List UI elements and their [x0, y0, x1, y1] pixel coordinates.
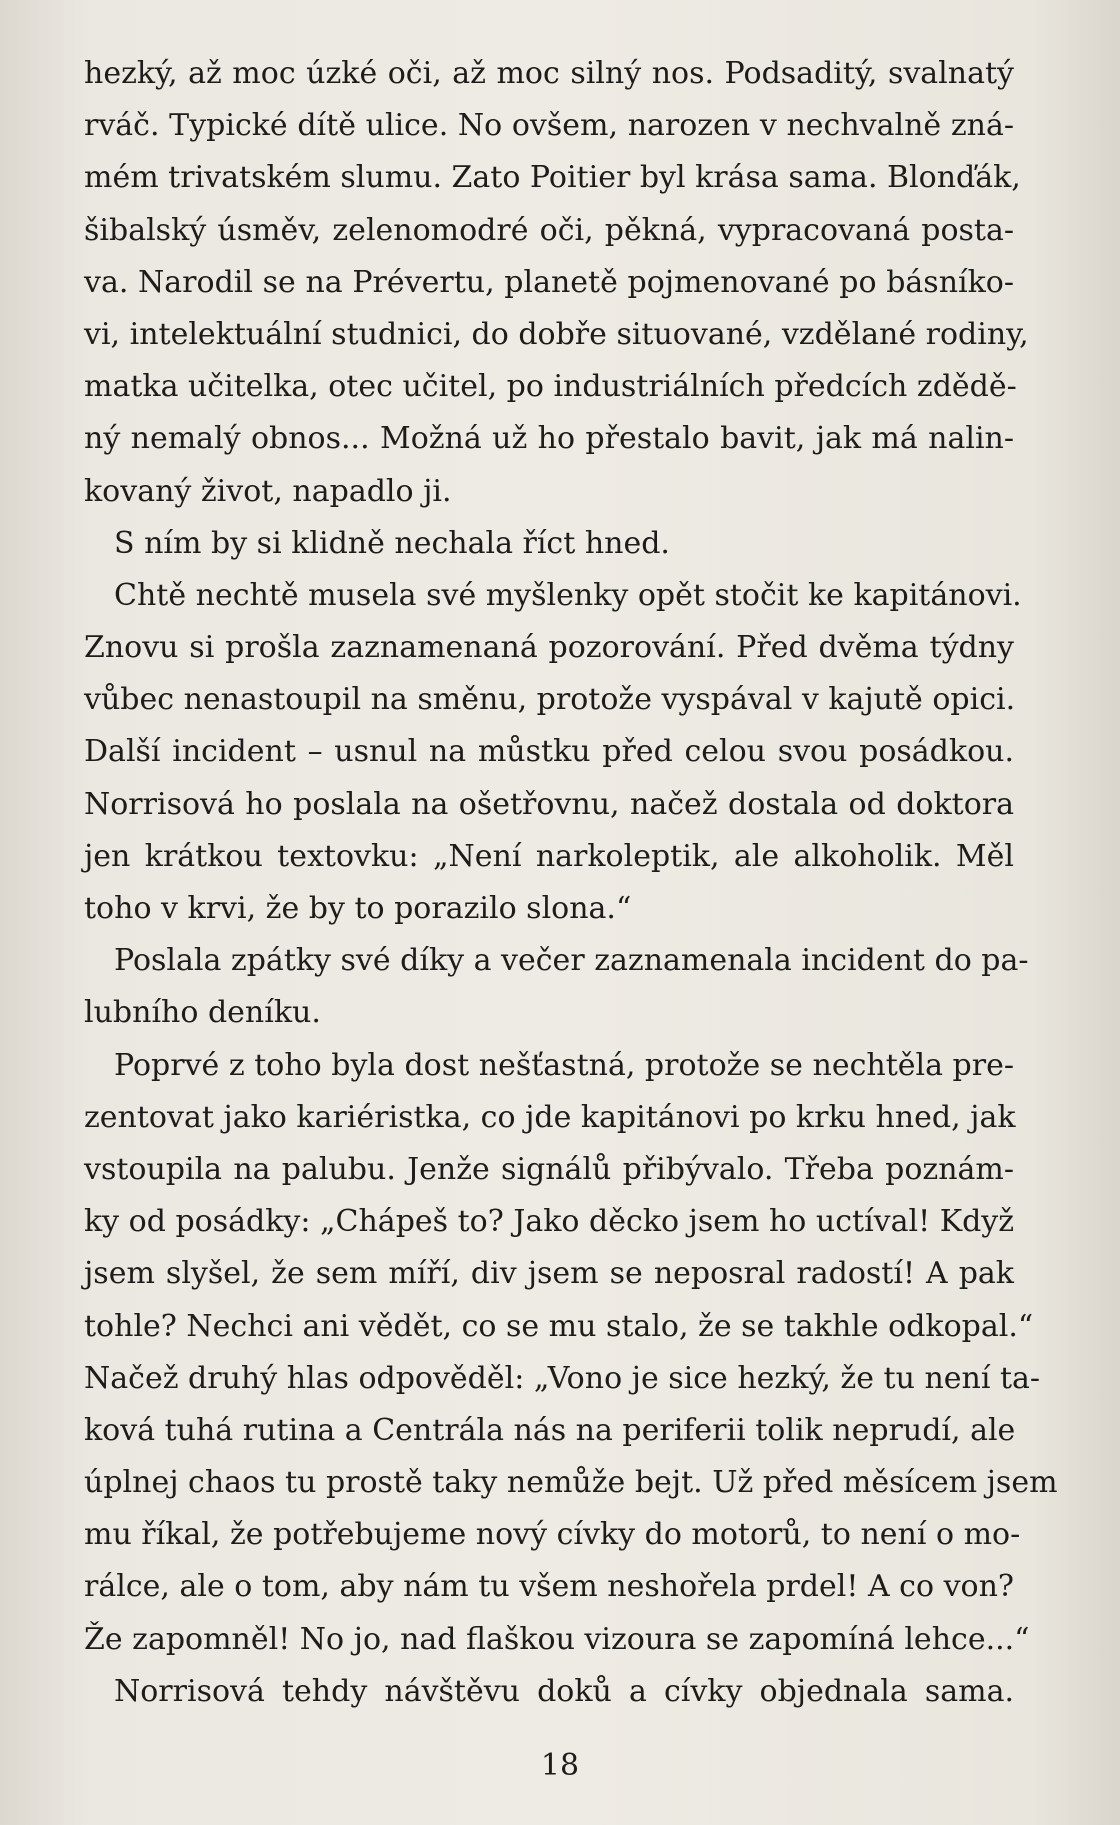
text-line: jen krátkou textovku: „Není narkoleptik, ale alkoholik. Měl — [84, 838, 1014, 874]
text-line: ky od posádky: „Chápeš to? Jako děcko jsem ho uctíval! Když — [84, 1204, 1015, 1240]
body-text — [84, 48, 1058, 1718]
text-line: tohle? Nechci ani vědět, co se mu stalo, že se takhle odkopal.“ — [84, 1308, 1034, 1344]
text-line: matka učitelka, otec učitel, po industriálních předcích zdědě- — [84, 369, 1017, 405]
text-line: rálce, ale o tom, aby nám tu všem neshořela prdel! A co von? — [84, 1569, 1014, 1605]
text-line: Další incident – usnul na můstku před celou svou posádkou. — [84, 734, 1014, 770]
text-line: ný nemalý obnos... Možná už ho přestalo bavit, jak má nalin- — [84, 421, 1014, 457]
text-line: vůbec nenastoupil na směnu, protože vyspával v kajutě opici. — [84, 682, 1016, 718]
text-line: Načež druhý hlas odpověděl: „Vono je sice hezký, že tu není ta- — [84, 1360, 1041, 1396]
text-line: mém trivatském slumu. Zato Poitier byl krása sama. Blonďák, — [84, 160, 1021, 196]
page-number: 18 — [540, 1748, 580, 1783]
text-line: vstoupila na palubu. Jenže signálů přibývalo. Třeba poznám- — [84, 1151, 1014, 1187]
text-line: va. Narodil se na Prévertu, planetě pojmenované po básníko- — [84, 264, 1014, 300]
text-line: Norrisová ho poslala na ošetřovnu, načež dostala od doktora — [84, 786, 1014, 822]
text-line: Že zapomněl! No jo, nad flaškou vizoura se zapomíná lehce...“ — [84, 1621, 1030, 1657]
paragraph-start-line: S ním by si klidně nechala říct hned. — [114, 525, 670, 561]
text-line: kovaný život, napadlo ji. — [84, 473, 452, 509]
paragraph-start-line: Chtě nechtě musela své myšlenky opět stočit ke kapitánovi. — [114, 577, 1022, 613]
text-line: rváč. Typické dítě ulice. No ovšem, narozen v nechvalně zná- — [84, 108, 1014, 144]
text-line: lubního deníku. — [84, 995, 321, 1031]
text-line: vi, intelektuální studnici, do dobře situované, vzdělané rodiny, — [84, 316, 1029, 352]
text-line: jsem slyšel, že sem míří, div jsem se neposral radostí! A pak — [84, 1256, 1014, 1292]
text-line: toho v krvi, že by to porazilo slona.“ — [84, 891, 632, 926]
text-line: zentovat jako kariéristka, co jde kapitánovi po krku hned, jak — [84, 1099, 1016, 1135]
text-line: ková tuhá rutina a Centrála nás na periferii tolik neprudí, ale — [84, 1412, 1016, 1448]
text-line: Znovu si prošla zaznamenaná pozorování. Před dvěma týdny — [84, 630, 1014, 666]
paragraph-start-line: Norrisová tehdy návštěvu doků a cívky objednala sama. — [114, 1673, 1014, 1709]
text-line: hezký, až moc úzké oči, až moc silný nos. Podsaditý, svalnatý — [84, 56, 1014, 91]
text-line: šibalský úsměv, zelenomodré oči, pěkná, vypracovaná posta- — [84, 212, 1014, 248]
paragraph-start-line: Poprvé z toho byla dost nešťastná, protože se nechtěla pre- — [114, 1047, 1014, 1083]
text-line: mu říkal, že potřebujeme nový cívky do motorů, to není o mo- — [84, 1517, 1021, 1553]
text-line: úplnej chaos tu prostě taky nemůže bejt. Už před měsícem jsem — [84, 1465, 1058, 1501]
paragraph-start-line: Poslala zpátky své díky a večer zaznamenala incident do pa- — [114, 943, 1029, 979]
